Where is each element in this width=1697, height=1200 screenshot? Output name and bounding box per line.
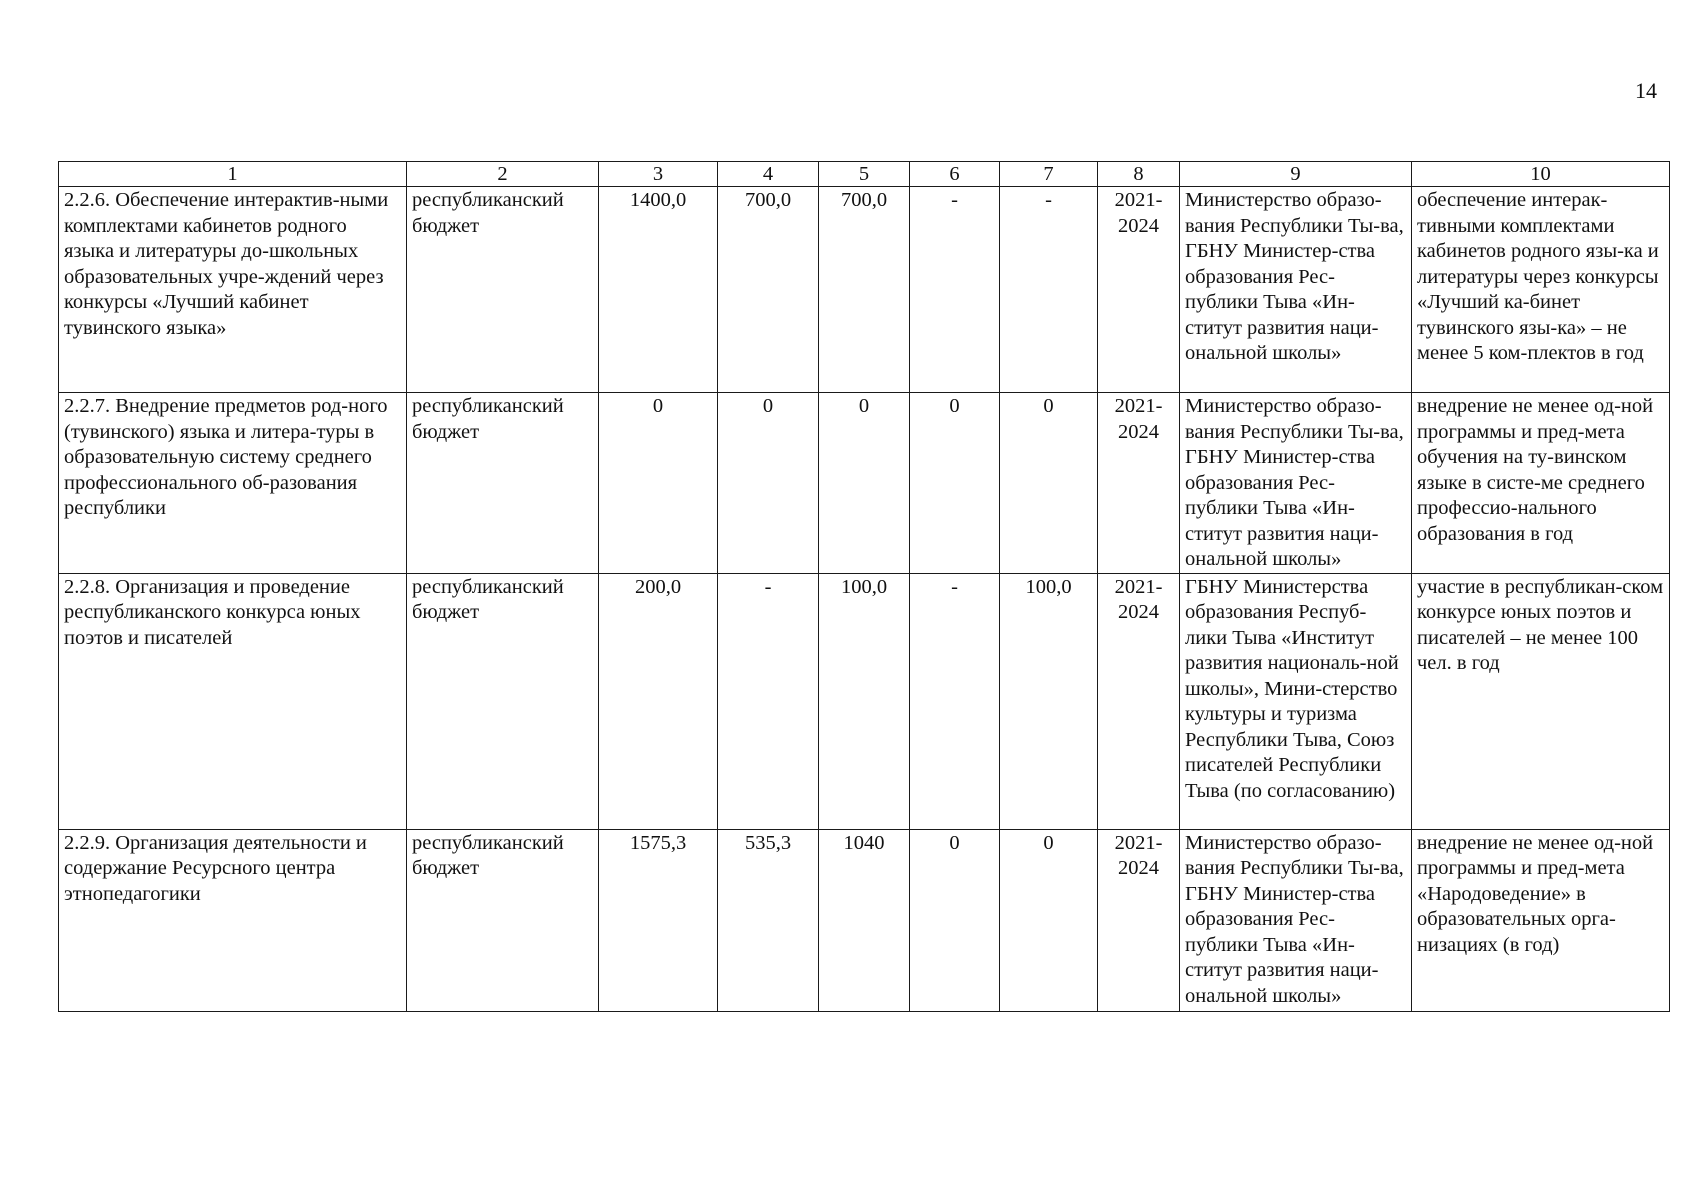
year-value-cell: 0 [910,829,1000,1011]
year-value-cell: - [1000,187,1098,393]
result-cell: внедрение не менее од-ной программы и пред-мета обучения на ту-винском языке в систе-ме среднего профессио-нального образования в год [1412,393,1670,574]
funding-source-cell: республиканский бюджет [407,393,599,574]
year-value-cell: 700,0 [819,187,910,393]
activity-cell: 2.2.9. Организация деятельности и содержание Ресурсного центра этнопедагогики [59,829,407,1011]
year-value-cell: - [910,573,1000,829]
year-value-cell: - [910,187,1000,393]
funding-source-cell: республиканский бюджет [407,829,599,1011]
year-value-cell: 0 [1000,829,1098,1011]
program-table [58,161,1670,1012]
period-cell: 2021-2024 [1098,573,1180,829]
period-cell: 2021-2024 [1098,187,1180,393]
year-value-cell: 0 [910,393,1000,574]
responsible-cell: Министерство образо-вания Республики Ты-ва, ГБНУ Министер-ства образования Рес-публики Тыва «Ин-ститут развития наци-ональной школы» [1180,393,1412,574]
total-cell: 0 [599,393,718,574]
year-value-cell: - [718,573,819,829]
responsible-cell: Министерство образо-вания Республики Ты-ва, ГБНУ Министер-ства образования Рес-публики Тыва «Ин-ститут развития наци-ональной школы» [1180,829,1412,1011]
activity-cell: 2.2.8. Организация и проведение республиканского конкурса юных поэтов и писателей [59,573,407,829]
result-cell: обеспечение интерак-тивными комплектами кабинетов родного язы-ка и литературы через конкурсы «Лучший ка-бинет тувинского язы-ка» – не менее 5 ком-плектов в год [1412,187,1670,393]
total-cell: 1400,0 [599,187,718,393]
col-header-2: 2 [407,162,599,187]
table-row [59,573,1670,829]
col-header-10: 10 [1412,162,1670,187]
year-value-cell: 700,0 [718,187,819,393]
activity-cell: 2.2.6. Обеспечение интерактив-ными комплектами кабинетов родного языка и литературы до-школьных образовательных учре-ждений через конкурсы «Лучший кабинет тувинского языка» [59,187,407,393]
year-value-cell: 535,3 [718,829,819,1011]
result-cell: участие в республикан-ском конкурсе юных поэтов и писателей – не менее 100 чел. в год [1412,573,1670,829]
activity-cell: 2.2.7. Внедрение предметов род-ного (тувинского) языка и литера-туры в образовательную систему среднего профессионального об-разования республики [59,393,407,574]
col-header-3: 3 [599,162,718,187]
total-cell: 1575,3 [599,829,718,1011]
table-row [59,393,1670,574]
responsible-cell: Министерство образо-вания Республики Ты-ва, ГБНУ Министер-ства образования Рес-публики Тыва «Ин-ститут развития наци-ональной школы» [1180,187,1412,393]
col-header-1: 1 [59,162,407,187]
responsible-cell: ГБНУ Министерства образования Респуб-лики Тыва «Институт развития националь-ной школы», Мини-стерство культуры и туризма Республики Тыва, Союз писателей Республики Тыва (по согласованию) [1180,573,1412,829]
year-value-cell: 0 [819,393,910,574]
col-header-4: 4 [718,162,819,187]
col-header-5: 5 [819,162,910,187]
page-number: 14 [1635,78,1657,103]
col-header-7: 7 [1000,162,1098,187]
year-value-cell: 0 [718,393,819,574]
header-row [59,162,1670,187]
table-row [59,829,1670,1011]
year-value-cell: 100,0 [1000,573,1098,829]
year-value-cell: 100,0 [819,573,910,829]
col-header-8: 8 [1098,162,1180,187]
period-cell: 2021-2024 [1098,829,1180,1011]
table-row [59,187,1670,393]
year-value-cell: 1040 [819,829,910,1011]
col-header-6: 6 [910,162,1000,187]
funding-source-cell: республиканский бюджет [407,573,599,829]
funding-source-cell: республиканский бюджет [407,187,599,393]
col-header-9: 9 [1180,162,1412,187]
result-cell: внедрение не менее од-ной программы и пред-мета «Народоведение» в образовательных орга-низациях (в год) [1412,829,1670,1011]
total-cell: 200,0 [599,573,718,829]
year-value-cell: 0 [1000,393,1098,574]
period-cell: 2021-2024 [1098,393,1180,574]
